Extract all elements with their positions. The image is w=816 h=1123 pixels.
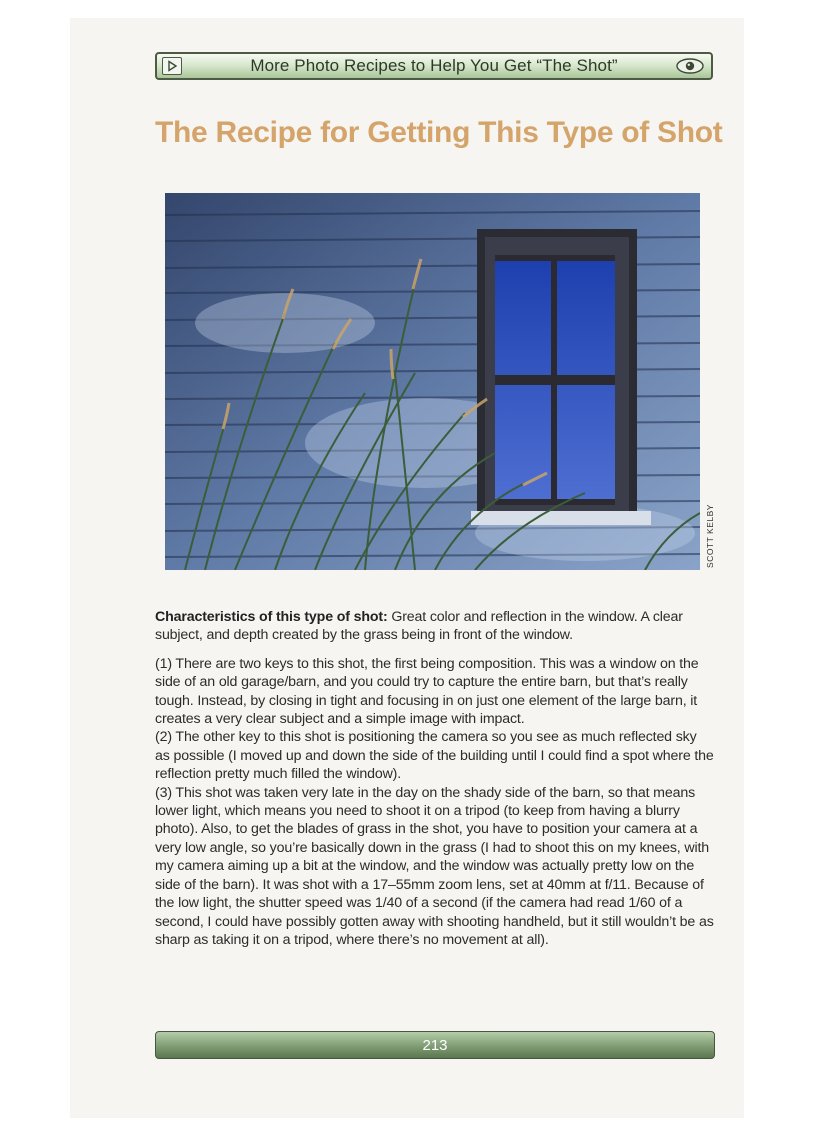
body-text [155,608,715,949]
page-number: 213 [422,1036,448,1054]
characteristics-paragraph [155,608,715,645]
play-icon[interactable] [162,57,182,75]
header-bar [155,52,713,80]
page-heading: The Recipe for Getting This Type of Shot [155,116,723,149]
characteristics-text: Great color and reflection in the window. A clear subject, and depth created by the grass being in front of the window. [155,609,683,644]
paragraph-3: (3) This shot was taken very late in the day on the shady side of the barn, so that means lower light, which means you need to shoot it on a tripod (to keep from having a blurry photo). Also, to get the blades of grass in the shot, you have to position your camera at a very low angle, so you’re basically down in the grass (I had to shoot this on my knees, with my camera aiming up a bit at the window, and the window was actually pretty low on the side of the barn). It was shot with a 17–55mm zoom lens, set at 40mm at f/11. Because of the low light, the shutter speed was 1/40 of a second (if the camera had read 1/60 of a second, I could have possibly gotten away with shooting handheld, but it still wouldn’t be as sharp as taking it on a tripod, where there’s no movement at all). [155,784,714,948]
footer-bar [155,1031,715,1059]
paragraph-1: (1) There are two keys to this shot, the first being composition. This was a window on the side of an old garage/barn, and you could try to capture the entire barn, but that’s really tough. Instead, by closing in tight and focusing in on just one element of the large barn, it creates a very clear subject and a simple image with impact. [155,655,699,728]
header-title: More Photo Recipes to Help You Get “The Shot” [250,56,618,75]
characteristics-label: Characteristics of this type of shot: [155,609,388,625]
paragraph-2: (2) The other key to this shot is positioning the camera so you see as much reflected sky as possible (I moved up and down the side of the building until I could find a spot where the reflection pretty much filled the window). [155,729,714,783]
barn-window-photo [165,193,700,570]
photo-credit-text: SCOTT KELBY [705,504,716,568]
photo-credit [700,500,720,572]
eye-icon[interactable] [675,57,705,80]
